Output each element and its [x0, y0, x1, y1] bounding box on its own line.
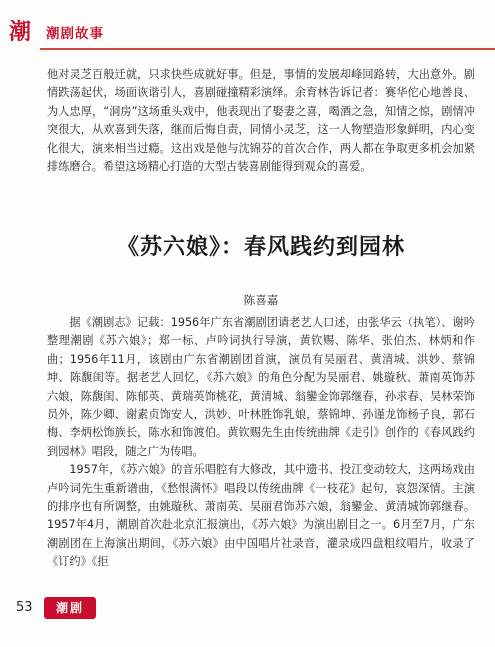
- section-title: 潮剧故事: [46, 26, 104, 42]
- page-header: [0, 0, 495, 60]
- section-logo-icon: 潮: [8, 20, 31, 45]
- article-paragraph: 据《潮剧志》记载：1956年广东省潮剧团请老艺人口述，由张华云（执笔）、谢吟整理潮剧《苏六娘》；郑一标、卢吟词执行导演，黄钦赐、陈华、张伯杰、林炳和作曲；1956年11月，该剧由广东省潮剧团首演，演员有吴丽君、黄清城、洪妙、蔡锦坤、陈馥闺等。据老艺人回忆，《苏六娘》的角色分配为吴丽君、姚璇秋、萧南英饰苏六娘，陈馥闺、陈郁英、黄瑞英饰桃花，黄清城、翁鑾金饰郭继春，孙求春、吴林荣饰员外，陈少卿、谢素贞饰安人，洪妙、叶林胜饰乳娘，蔡锦坤、孙谨龙饰杨子良，郭石梅、李炳松饰族长，陈水和饰渡伯。黄钦赐先生由传统曲牌《走引》创作的《春风践约到园林》唱段，随之广为传唱。: [47, 316, 475, 458]
- article-body: [47, 314, 475, 572]
- header-divider: [40, 48, 495, 50]
- footer-logo-badge: 潮剧: [44, 597, 96, 619]
- article-author: 陈喜嘉: [243, 293, 279, 307]
- intro-text: [47, 66, 475, 176]
- article-title: 《苏六娘》：春风践约到园林: [116, 234, 405, 260]
- intro-paragraph: 他对灵芝百般迁就，只求快些成就好事。但是，事情的发展却峰回路转，大出意外。剧情跌荡起伏，场面诙谐引人，喜剧碰撞精彩演绎。余育林告诉记者：赛华佗心地善良、为人忠厚，“洞房”这场重头戏中，他表现出了娶妻之喜，喝酒之急，知情之惊，剧情冲突很大，从欢喜到失落，继而后悔自责，同情小灵芝，这一人物塑造形象鲜明，内心变化很大，演来相当过瘾。这出戏是他与沈锦芬的首次合作，两人都在争取更多机会加紧排练磨合。希望这场精心打造的大型古装喜剧能得到观众的喜爱。: [47, 68, 475, 174]
- page-number: 53: [16, 600, 33, 615]
- article-paragraph: 1957年，《苏六娘》的音乐唱腔有大修改，其中遗书、投江变动较大，这两场戏由卢吟词先生重新谱曲，《愁恨满怀》唱段以传统曲牌《一枝花》起句，哀怨深情。主演的排序也有所调整，由姚璇秋、萧南英、吴丽君饰苏六娘，翁鑾金、黄清城饰郭继春。1957年4月，潮剧首次赴北京汇报演出，《苏六娘》为演出剧目之一。6月至7月，广东潮剧团在上海演出期间，《苏六娘》由中国唱片社录音，灌录成四盘粗纹唱片，收录了《订约》《拒: [47, 463, 475, 569]
